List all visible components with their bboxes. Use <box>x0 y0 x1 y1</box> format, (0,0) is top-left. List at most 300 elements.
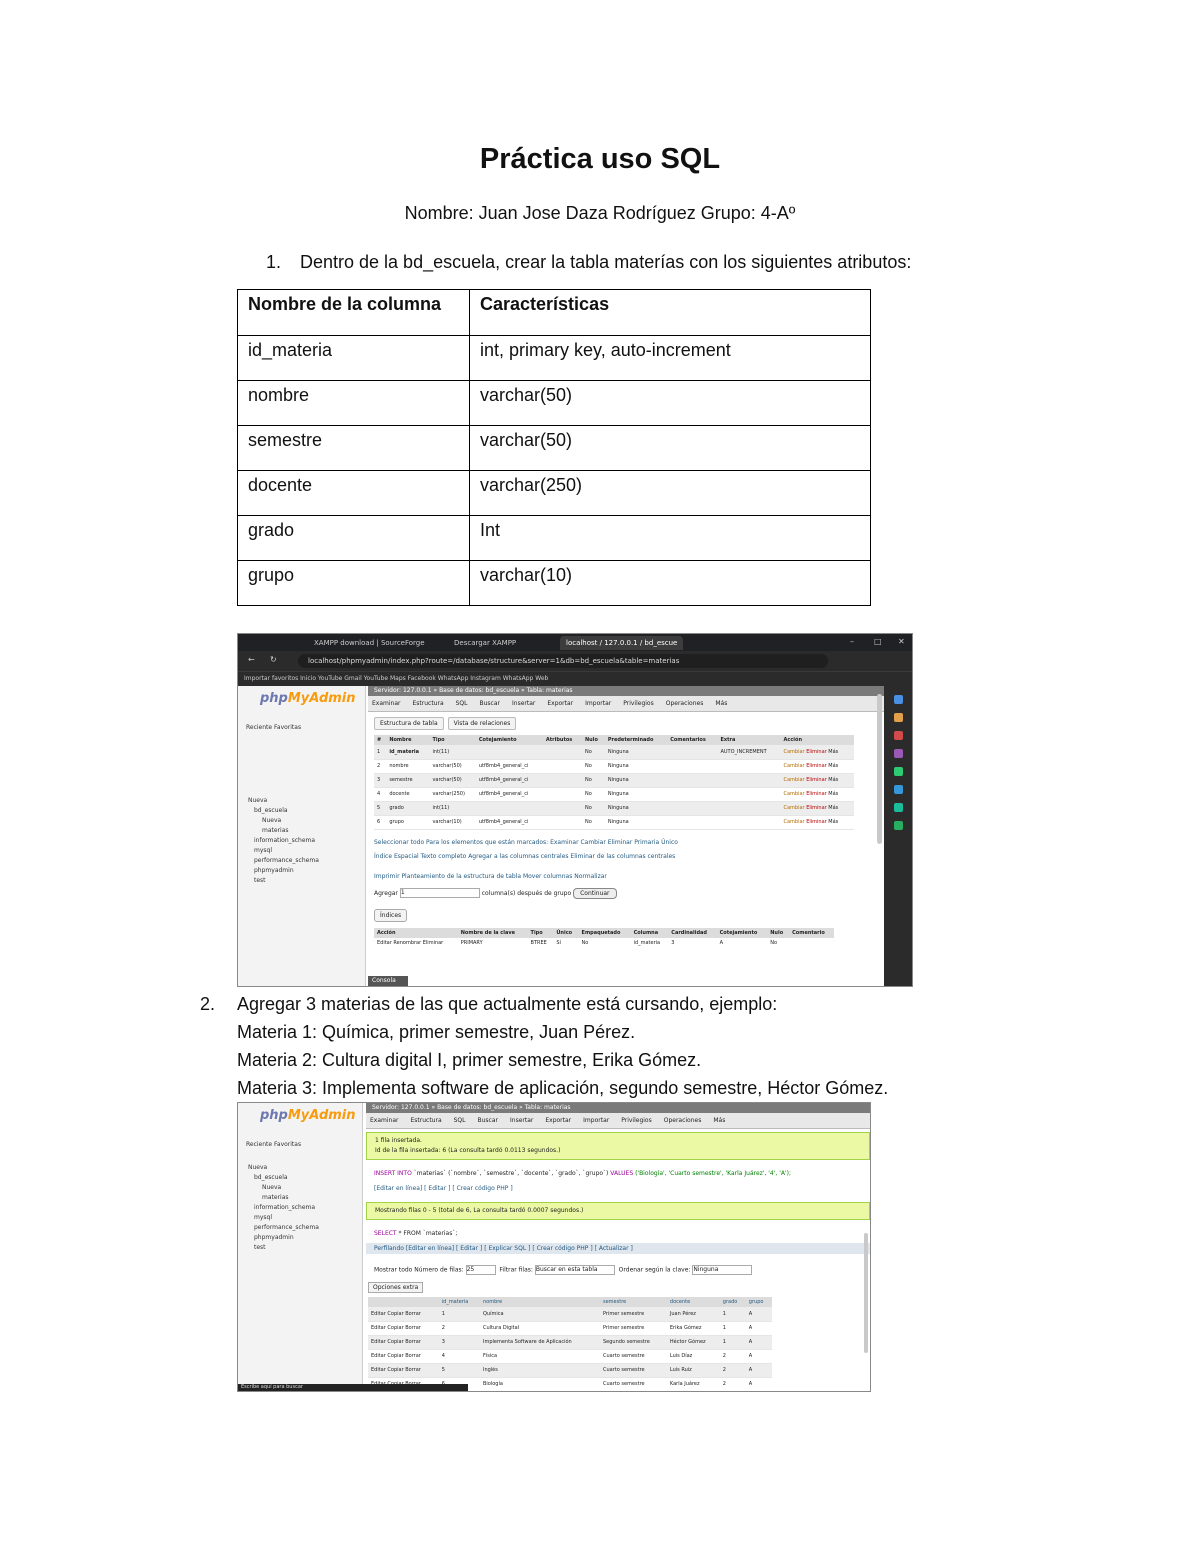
logo-myadmin: MyAdmin <box>287 691 356 706</box>
success-line-1: 1 fila insertada. <box>375 1137 422 1144</box>
cell: PRIMARY <box>460 939 483 946</box>
column-header: Nulo <box>582 735 605 745</box>
cell: Cuarto semestre <box>600 1363 667 1377</box>
sql-text: `materias` (`nombre`, `semestre`, `docente`, `grado`, `grupo`) <box>411 1170 611 1177</box>
index-header: Tipo <box>528 928 554 938</box>
office-icon[interactable] <box>894 767 903 776</box>
structure-subtabs <box>368 712 884 735</box>
cell: 1 <box>439 1307 480 1321</box>
cell <box>717 787 780 801</box>
menu-tab[interactable]: Privilegios <box>621 1117 652 1124</box>
table-cell: int, primary key, auto-increment <box>470 336 871 381</box>
cell: Ninguna <box>605 745 667 759</box>
table-row <box>368 1335 772 1349</box>
extra-options-button[interactable]: Opciones extra <box>368 1282 423 1293</box>
table-row <box>238 561 871 606</box>
columns-header-row <box>374 735 854 745</box>
cell: Juan Pérez <box>667 1307 720 1321</box>
cell: docente <box>386 787 429 801</box>
cell <box>717 815 780 829</box>
tree-item[interactable]: materias <box>262 1194 289 1201</box>
cell: Ninguna <box>605 773 667 787</box>
cell <box>717 759 780 773</box>
cell <box>667 773 717 787</box>
filter-input[interactable]: Buscar en esta tabla <box>535 1265 615 1275</box>
menu-tab[interactable]: Examinar <box>370 1117 399 1124</box>
pma-navigation-panel <box>238 1103 363 1391</box>
index-header: Cardinalidad <box>668 928 716 938</box>
tree-item[interactable]: bd_escuela <box>254 807 288 814</box>
cell <box>543 759 582 773</box>
bulk-actions-line-2[interactable]: Índice Espacial Texto completo Agregar a las columnas centrales Eliminar de las columnas centrales <box>374 852 676 860</box>
table-row <box>374 787 854 801</box>
delete-link[interactable]: Eliminar <box>806 819 827 825</box>
table-row <box>238 426 871 471</box>
cell[interactable]: Editar Renombrar Eliminar <box>377 939 444 946</box>
pma-top-menu <box>366 1113 870 1129</box>
add-position-text[interactable]: columna(s) después de grupo <box>481 889 572 897</box>
cell: varchar(250) <box>429 787 475 801</box>
change-link[interactable]: Cambiar <box>783 819 805 825</box>
table-row <box>374 773 854 787</box>
phpmyadmin-insert-screenshot <box>237 1102 871 1392</box>
phpmyadmin-logo <box>260 1108 356 1123</box>
row-header[interactable]: grado <box>720 1297 746 1307</box>
database-tree <box>248 1163 319 1253</box>
browser-tab-active[interactable]: localhost / 127.0.0.1 / bd_escue <box>560 636 683 650</box>
reload-icon[interactable]: ↻ <box>270 655 277 664</box>
index-header: Acción <box>374 928 458 938</box>
cell: 2 <box>439 1321 480 1335</box>
tree-item[interactable]: information_schema <box>254 1204 316 1211</box>
tree-item[interactable]: mysql <box>254 847 272 854</box>
games-icon[interactable] <box>894 749 903 758</box>
table-row <box>238 471 871 516</box>
cell: Implementa Software de Aplicación <box>480 1335 600 1349</box>
cell <box>476 745 543 759</box>
index-header: Cotejamiento <box>717 928 768 938</box>
cell <box>543 745 582 759</box>
filter-rows-label: Filtrar filas: <box>499 1266 533 1274</box>
instruction-1-number: 1. <box>266 252 282 272</box>
cell: Segundo semestre <box>600 1335 667 1349</box>
cell: 2 <box>720 1377 746 1391</box>
tree-item[interactable]: materias <box>262 827 289 834</box>
cell: Cultura Digital <box>480 1321 600 1335</box>
instruction-1-text: Dentro de la bd_escuela, crear la tabla materías con los siguientes atributos: <box>300 252 912 272</box>
tree-item[interactable]: mysql <box>254 1214 272 1221</box>
cell: id_materia <box>386 745 429 759</box>
menu-tab[interactable]: Exportar <box>545 1117 572 1124</box>
menu-tab[interactable]: Más <box>713 1117 726 1124</box>
table-row <box>368 1349 772 1363</box>
cell: varchar(10) <box>429 815 475 829</box>
instruction-2-text: Agregar 3 materias de las que actualmente está cursando, ejemplo: <box>237 994 778 1014</box>
table-row <box>374 801 854 815</box>
add-icon[interactable] <box>894 821 903 830</box>
browser-tab[interactable]: XAMPP download | SourceForge <box>314 639 425 647</box>
table-row <box>368 1321 772 1335</box>
attributes-table <box>237 289 871 606</box>
add-label: Agregar <box>374 889 398 897</box>
more-link[interactable]: Más <box>828 777 839 783</box>
table-cell: varchar(10) <box>470 561 871 606</box>
cell: No <box>582 745 605 759</box>
tree-item[interactable]: phpmyadmin <box>254 1234 294 1241</box>
tree-item[interactable]: Nueva <box>248 797 268 804</box>
rows-header-row <box>368 1297 772 1307</box>
columns-table <box>374 735 854 830</box>
cell: nombre <box>386 759 429 773</box>
menu-tab[interactable]: SQL <box>455 700 468 707</box>
cell <box>781 759 855 773</box>
example-subject-3: Materia 3: Implementa software de aplicación, segundo semestre, Héctor Gómez. <box>237 1078 889 1098</box>
sql-links[interactable]: [Editar en línea] [ Editar ] [ Crear código PHP ] <box>374 1185 513 1192</box>
sql-keyword: INSERT INTO <box>374 1170 412 1177</box>
table-row <box>374 815 854 829</box>
table-row <box>374 938 834 948</box>
cell: int(11) <box>429 745 475 759</box>
cell: 2 <box>374 759 386 773</box>
column-header: Nombre <box>386 735 429 745</box>
cell: varchar(50) <box>429 773 475 787</box>
sql-keyword: SELECT <box>374 1230 397 1237</box>
address-bar <box>238 651 912 671</box>
menu-tab[interactable]: Operaciones <box>663 1117 702 1124</box>
taskbar-search[interactable]: Escribe aquí para buscar <box>238 1384 468 1391</box>
row-header[interactable]: semestre <box>600 1297 667 1307</box>
cell <box>543 773 582 787</box>
pma-main-panel <box>368 686 884 986</box>
cell: Ninguna <box>605 815 667 829</box>
menu-tab[interactable]: Insertar <box>510 1117 534 1124</box>
cell: A <box>746 1335 772 1349</box>
select-links[interactable]: Perfilando [Editar en línea] [ Editar ] [ Explicar SQL ] [ Crear código PHP ] [ Actualizar ] <box>366 1243 870 1254</box>
cell: Luis Ruiz <box>667 1363 720 1377</box>
cell: A <box>746 1363 772 1377</box>
instruction-2-number: 2. <box>200 994 216 1014</box>
cell: BTREE <box>530 939 547 946</box>
tree-item[interactable]: performance_schema <box>254 1224 319 1231</box>
add-count-input[interactable]: 1 <box>400 888 480 898</box>
cell: utf8mb4_general_ci <box>476 815 543 829</box>
menu-tab[interactable]: Privilegios <box>623 700 654 707</box>
menu-tab[interactable]: Examinar <box>372 700 401 707</box>
scrollbar[interactable] <box>864 1233 868 1353</box>
cell: No <box>582 787 605 801</box>
example-subject-1: Materia 1: Química, primer semestre, Juan Pérez. <box>237 1022 636 1042</box>
cell: Ninguna <box>605 787 667 801</box>
delete-link[interactable]: Eliminar <box>806 763 827 769</box>
phpmyadmin-logo <box>260 691 356 706</box>
cell <box>667 759 717 773</box>
column-header: Tipo <box>429 735 475 745</box>
indexes-table <box>374 928 834 948</box>
cell: Luis Díaz <box>667 1349 720 1363</box>
cell: 1 <box>374 745 386 759</box>
table-row <box>368 1307 772 1321</box>
sort-label: Ordenar según la clave: <box>618 1266 691 1274</box>
cell: 1 <box>720 1307 746 1321</box>
instruction-1 <box>266 248 1026 276</box>
browser-sidebar <box>884 686 912 986</box>
menu-tab[interactable]: Buscar <box>477 1117 498 1124</box>
index-header: Nulo <box>767 928 789 938</box>
menu-tab[interactable]: Estructura <box>412 700 444 707</box>
indexes-toggle[interactable]: Índices <box>374 909 407 922</box>
cell <box>543 801 582 815</box>
table-cell: Int <box>470 516 871 561</box>
pma-main-panel <box>366 1103 870 1391</box>
table-cell: docente <box>238 471 470 516</box>
column-header: Cotejamiento <box>476 735 543 745</box>
index-header: Nombre de la clave <box>458 928 528 938</box>
example-subject-2: Materia 2: Cultura digital I, primer semestre, Erika Gómez. <box>237 1050 702 1070</box>
tree-item[interactable]: phpmyadmin <box>254 867 294 874</box>
cell: utf8mb4_general_ci <box>476 759 543 773</box>
cell: Ninguna <box>605 801 667 815</box>
cell: varchar(50) <box>429 759 475 773</box>
tree-item[interactable]: Nueva <box>262 817 282 824</box>
cell: id_materia <box>633 939 661 946</box>
cell: No <box>582 759 605 773</box>
more-link[interactable]: Más <box>828 805 839 811</box>
table-row <box>374 745 854 759</box>
row-header[interactable]: id_materia <box>439 1297 480 1307</box>
cell: grupo <box>386 815 429 829</box>
table-header-row <box>238 290 871 336</box>
cell: 3 <box>439 1335 480 1349</box>
cell: semestre <box>386 773 429 787</box>
tree-item[interactable]: Nueva <box>262 1184 282 1191</box>
table-row <box>238 336 871 381</box>
success-message <box>366 1132 870 1160</box>
browser-tab[interactable]: Descargar XAMPP <box>454 639 517 647</box>
cell <box>781 745 855 759</box>
close-icon[interactable]: ✕ <box>898 637 905 646</box>
cell: Sí <box>556 939 561 946</box>
cell: No <box>582 773 605 787</box>
cell: No <box>582 815 605 829</box>
logo-php: php <box>260 1108 288 1123</box>
cell <box>667 815 717 829</box>
more-link[interactable]: Más <box>828 791 839 797</box>
recent-favorites-tabs[interactable]: Reciente Favoritas <box>246 724 302 731</box>
delete-link[interactable]: Eliminar <box>806 791 827 797</box>
delete-link[interactable]: Eliminar <box>806 748 827 755</box>
change-link[interactable]: Cambiar <box>783 791 805 797</box>
console-tab[interactable]: Consola <box>368 976 408 986</box>
menu-tab[interactable]: SQL <box>453 1117 466 1124</box>
author-line: Nombre: Juan Jose Daza Rodríguez Grupo: 4-Aº <box>404 203 796 223</box>
tree-item[interactable]: bd_escuela <box>254 1174 288 1181</box>
cell: Biología <box>480 1377 600 1391</box>
cell: AUTO_INCREMENT <box>717 745 780 759</box>
sql-values: ('Biología', 'Cuarto semestre', 'Karla Juárez', '4', 'A'); <box>633 1170 791 1177</box>
database-tree <box>248 796 319 886</box>
cell: A <box>746 1321 772 1335</box>
table-cell: varchar(50) <box>470 381 871 426</box>
cell: utf8mb4_general_ci <box>476 773 543 787</box>
menu-tab[interactable]: Importar <box>583 1117 610 1124</box>
tree-item[interactable]: test <box>254 1244 266 1251</box>
cell: No <box>582 801 605 815</box>
scrollbar[interactable] <box>877 694 882 844</box>
browser-tab-bar <box>238 634 912 651</box>
menu-tab[interactable]: Más <box>715 700 728 707</box>
index-header: Columna <box>631 928 669 938</box>
cell: 5 <box>374 801 386 815</box>
menu-tab[interactable]: Operaciones <box>665 700 704 707</box>
column-header: Extra <box>717 735 780 745</box>
url-input[interactable]: localhost/phpmyadmin/index.php?route=/database/structure&server=1&db=bd_escuela&table=materias <box>298 654 828 668</box>
table-cell: semestre <box>238 426 470 471</box>
outlook-icon[interactable] <box>894 785 903 794</box>
column-header: # <box>374 735 386 745</box>
table-row <box>238 381 871 426</box>
menu-tab[interactable]: Buscar <box>479 700 500 707</box>
back-icon[interactable]: ← <box>248 655 255 664</box>
maximize-icon[interactable]: □ <box>874 637 882 646</box>
cell: 3 <box>671 939 675 946</box>
delete-link[interactable]: Eliminar <box>806 805 827 811</box>
index-header: Único <box>553 928 578 938</box>
cell: A <box>719 939 724 946</box>
cell: 5 <box>439 1363 480 1377</box>
table-row <box>374 759 854 773</box>
pma-navigation-panel <box>238 686 366 986</box>
cell: Inglés <box>480 1363 600 1377</box>
cell <box>543 787 582 801</box>
instruction-2 <box>200 990 960 1018</box>
change-link[interactable]: Cambiar <box>783 805 805 811</box>
cell: A <box>746 1307 772 1321</box>
table-cell: varchar(50) <box>470 426 871 471</box>
select-message: Mostrando filas 0 - 5 (total de 6, La consulta tardó 0.0007 segundos.) <box>366 1202 870 1220</box>
cell <box>781 801 855 815</box>
cell: int(11) <box>429 801 475 815</box>
cell <box>789 938 834 948</box>
cell <box>781 815 855 829</box>
cell: 1 <box>720 1335 746 1349</box>
index-header: Empaquetado <box>579 928 631 938</box>
bulk-actions-line-1[interactable]: Seleccionar todo Para los elementos que están marcados: Examinar Cambiar Eliminar Primaria Único <box>374 838 678 846</box>
row-actions[interactable]: Editar Copiar Borrar <box>368 1335 439 1349</box>
cell <box>717 773 780 787</box>
menu-tab[interactable]: Importar <box>585 700 612 707</box>
change-link[interactable]: Cambiar <box>783 777 805 783</box>
cell: Química <box>480 1307 600 1321</box>
cell: grado <box>386 801 429 815</box>
recent-favorites-tabs[interactable]: Reciente Favoritas <box>246 1141 302 1148</box>
more-link[interactable]: Más <box>828 748 839 755</box>
table-structure-button[interactable]: Estructura de tabla <box>374 717 444 730</box>
bookmarks-bar[interactable]: Importar favoritos Inicio YouTube Gmail YouTube Maps Facebook WhatsApp Instagram WhatsApp Web <box>238 671 912 686</box>
delete-link[interactable]: Eliminar <box>806 777 827 783</box>
cell: 1 <box>720 1321 746 1335</box>
row-header[interactable]: nombre <box>480 1297 600 1307</box>
cell <box>667 745 717 759</box>
tree-item[interactable]: test <box>254 877 266 884</box>
column-header: Comentarios <box>667 735 717 745</box>
table-operations-line[interactable]: Imprimir Planteamiento de la estructura de tabla Mover columnas Normalizar <box>374 872 607 880</box>
search-icon[interactable] <box>894 695 903 704</box>
tree-item[interactable]: Nueva <box>248 1164 268 1171</box>
cell: No <box>581 939 589 946</box>
cell: Cuarto semestre <box>600 1349 667 1363</box>
phpmyadmin-structure-screenshot <box>237 633 913 987</box>
pma-top-menu <box>368 696 884 712</box>
relation-view-button[interactable]: Vista de relaciones <box>448 717 517 730</box>
tree-item[interactable]: performance_schema <box>254 857 319 864</box>
column-header: Acción <box>781 735 855 745</box>
change-link[interactable]: Cambiar <box>783 748 805 755</box>
cell: Erika Gómez <box>667 1321 720 1335</box>
sort-select[interactable]: Ninguna <box>692 1265 752 1275</box>
document-title: Práctica uso SQL <box>479 143 721 175</box>
continue-button[interactable]: Continuar <box>573 888 616 899</box>
cell <box>543 815 582 829</box>
drop-icon[interactable] <box>894 803 903 812</box>
row-header[interactable]: docente <box>667 1297 720 1307</box>
change-link[interactable]: Cambiar <box>783 763 805 769</box>
row-actions[interactable]: Editar Copiar Borrar <box>368 1363 439 1377</box>
show-all-label[interactable]: Mostrar todo Número de filas: <box>374 1266 464 1274</box>
menu-tab[interactable]: Insertar <box>512 700 536 707</box>
cell: Primer semestre <box>600 1321 667 1335</box>
row-actions[interactable]: Editar Copiar Borrar <box>368 1349 439 1363</box>
more-link[interactable]: Más <box>828 763 839 769</box>
table-cell: nombre <box>238 381 470 426</box>
materias-rows-table <box>368 1297 772 1392</box>
row-actions[interactable]: Editar Copiar Borrar <box>368 1321 439 1335</box>
column-header: Predeterminado <box>605 735 667 745</box>
tree-item[interactable]: information_schema <box>254 837 316 844</box>
cell: 6 <box>374 815 386 829</box>
filter-row <box>366 1262 870 1278</box>
minimize-icon[interactable]: – <box>850 637 854 646</box>
breadcrumb[interactable]: Servidor: 127.0.0.1 » Base de datos: bd_escuela » Tabla: materias <box>366 1103 870 1113</box>
menu-tab[interactable]: Exportar <box>547 700 574 707</box>
cell <box>717 801 780 815</box>
more-link[interactable]: Más <box>828 819 839 825</box>
cell: 4 <box>374 787 386 801</box>
tools-icon[interactable] <box>894 713 903 722</box>
rows-select[interactable]: 25 <box>466 1265 496 1275</box>
index-header: Comentario <box>789 928 834 938</box>
row-header[interactable]: grupo <box>746 1297 772 1307</box>
sql-keyword: VALUES <box>610 1170 634 1177</box>
cell: utf8mb4_general_ci <box>476 787 543 801</box>
shopping-icon[interactable] <box>894 731 903 740</box>
sql-text: * FROM `materias`; <box>396 1230 458 1237</box>
table-cell: grupo <box>238 561 470 606</box>
cell: Física <box>480 1349 600 1363</box>
insert-sql <box>366 1164 870 1183</box>
breadcrumb[interactable]: Servidor: 127.0.0.1 » Base de datos: bd_escuela » Tabla: materias <box>368 686 884 696</box>
row-header <box>368 1297 439 1307</box>
cell: No <box>770 939 778 946</box>
row-actions[interactable]: Editar Copiar Borrar <box>368 1307 439 1321</box>
cell: Karla Juárez <box>667 1377 720 1391</box>
table-cell: grado <box>238 516 470 561</box>
table-header-cell: Características <box>470 290 871 336</box>
table-header-cell: Nombre de la columna <box>238 290 470 336</box>
cell <box>476 801 543 815</box>
logo-php: php <box>260 691 288 706</box>
table-cell: varchar(250) <box>470 471 871 516</box>
menu-tab[interactable]: Estructura <box>410 1117 442 1124</box>
